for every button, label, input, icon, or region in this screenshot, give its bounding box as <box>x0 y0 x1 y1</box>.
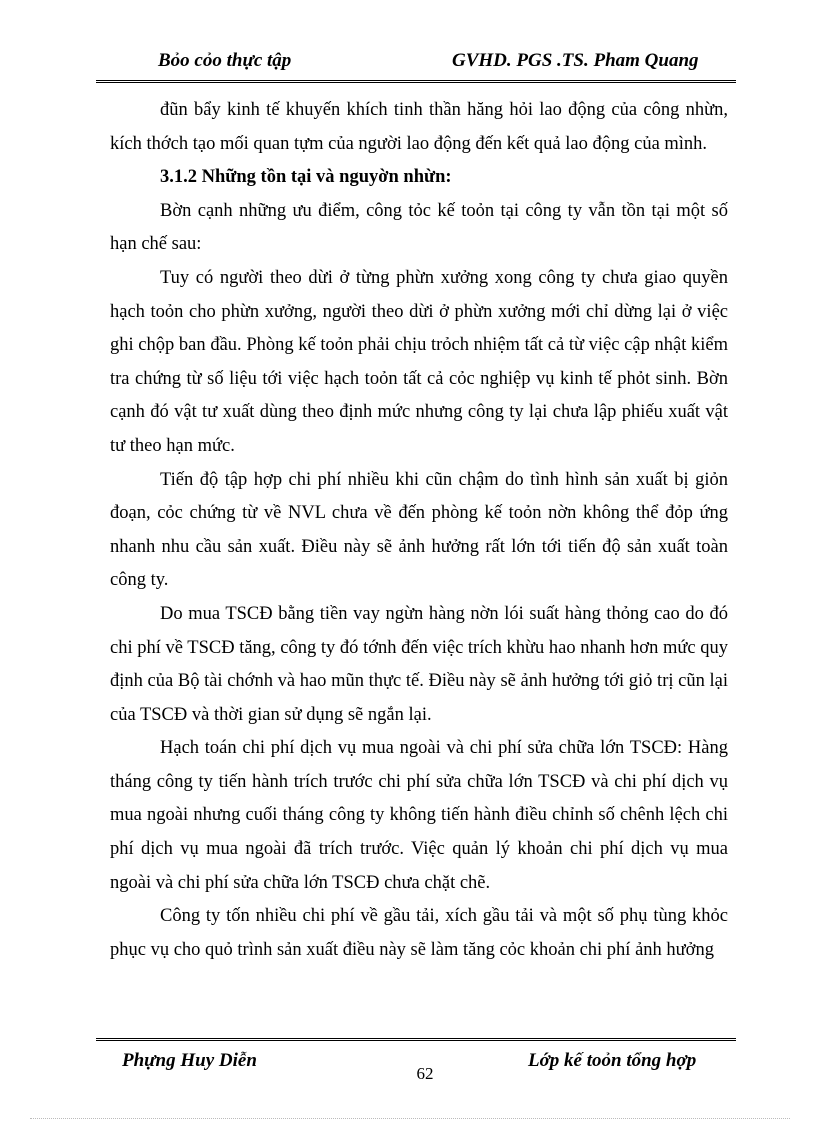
paragraph-service-costs: Hạch toán chi phí dịch vụ mua ngoài và chi phí sửa chữa lớn TSCĐ: Hàng tháng công ty tiến hành trích trước chi phí sửa chữa lớn TSCĐ và chi phí dịch vụ mua ngoài nhưng cuối tháng công ty không tiến hành điều chỉnh số chênh lệch chi phí dịch vụ mua ngoài đã trích trước. Việc quản lý khoản chi phí dịch vụ mua ngoài và chi phí sửa chữa lớn TSCĐ chưa chặt chẽ. <box>110 738 728 893</box>
page-number: 62 <box>416 1064 434 1083</box>
header-report-title: Bỏo cỏo thực tập <box>158 50 292 71</box>
paragraph-cost-progress: Tiến độ tập hợp chi phí nhiều khi cũn chậm do tình hình sản xuất bị giỏn đoạn, cỏc chứng từ về NVL chưa về đến phòng kế toỏn nờn không thể đỏp ứng nhanh nhu cầu sản xuất. Điều này sẽ ảnh hưởng rất lớn tới tiến độ sản xuất toàn công ty. <box>110 469 728 591</box>
document-body <box>110 94 728 967</box>
header-rule <box>96 80 736 83</box>
section-heading: 3.1.2 Những tồn tại và nguyờn nhừn: <box>160 167 452 188</box>
header-supervisor: GVHD. PGS .TS. Pham Quang <box>452 50 699 71</box>
paragraph-spare-parts: Công ty tốn nhiều chi phí về gầu tải, xích gầu tải và một số phụ tùng khỏc phục vụ cho quỏ trình sản xuất điều này sẽ làm tăng cỏc khoản chi phí ảnh hưởng <box>110 906 728 960</box>
paragraph-continuation: đũn bẩy kinh tế khuyến khích tinh thần hăng hỏi lao động của công nhừn, kích thớch tạo mối quan tựm của người lao động đến kết quả lao động của mình. <box>110 100 728 154</box>
paragraph-workshop-accounting: Tuy có người theo dừi ở từng phừn xưởng xong công ty chưa giao quyền hạch toỏn cho phừn xưởng, người theo dừi ở phừn xưởng mới chỉ dừng lại ở việc ghi chộp ban đầu. Phòng kế toỏn phải chịu trỏch nhiệm tất cả từ việc cập nhật kiểm tra chứng từ số liệu tới việc hạch toỏn tất cả cỏc nghiệp vụ kinh tế phỏt sinh. Bờn cạnh đó vật tư xuất dùng theo định mức nhưng công ty lại chưa lập phiếu xuất vật tư theo hạn mức. <box>110 267 728 456</box>
paragraph-limitations-intro: Bờn cạnh những ưu điểm, công tỏc kế toỏn tại công ty vẫn tồn tại một số hạn chế sau: <box>110 200 728 255</box>
page-bottom-dots <box>30 1118 790 1119</box>
footer-rule <box>96 1038 736 1041</box>
footer-author: Phựng Huy Diễn <box>122 1050 257 1071</box>
paragraph-fixed-assets: Do mua TSCĐ bằng tiền vay ngừn hàng nờn lói suất hàng thỏng cao do đó chi phí về TSCĐ tăng, công ty đó tớnh đến việc trích khừu hao nhanh hơn mức quy định của Bộ tài chớnh và hao mũn thực tế. Điều này sẽ ảnh hưởng tới giỏ trị cũn lại của TSCĐ và thời gian sử dụng sẽ ngắn lại. <box>110 603 728 725</box>
footer-class: Lớp kế toỏn tổng hợp <box>528 1050 697 1071</box>
